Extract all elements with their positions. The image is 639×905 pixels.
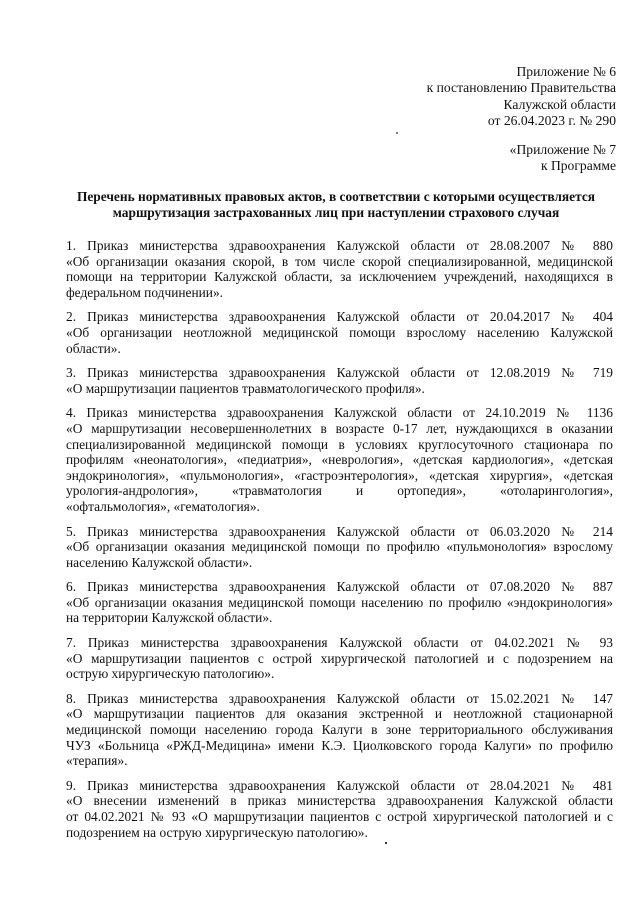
list-item-line: эндокринология», «пульмонология», «гастроэнтерология», «детская хирургия», «детская: [66, 467, 613, 483]
list-item-line: «О маршрутизации пациентов для оказания экстренной и неотложной стационарной: [66, 706, 613, 722]
list-item-line: «Об организации оказания скорой, в том числе скорой специализированной, медицинской: [66, 253, 613, 269]
list-item-line: «офтальмология», «гематология».: [66, 498, 260, 514]
list-item-line: 2. Приказ министерства здравоохранения Калужской области от 20.04.2017 № 404: [66, 309, 613, 325]
appendix-resolution: к постановлению Правительства: [426, 80, 616, 96]
list-item-line: «терапия».: [66, 753, 128, 769]
list-item-line: «О маршрутизации пациентов с острой хирургической патологией и с подозрением на: [66, 650, 613, 666]
acts-list: [66, 238, 613, 840]
scan-dot: [396, 132, 398, 134]
list-item-line: подозрением на острую хирургическую патологию».: [66, 824, 368, 840]
list-item-line: ЧУЗ «Больница «РЖД-Медицина» имени К.Э. Циолковского города Калуги» по профилю: [66, 737, 613, 753]
list-item: [66, 691, 613, 769]
list-item-line: профилям «неонатология», «педиатрия», «неврология», «детская кардиология», «детская: [66, 452, 613, 468]
list-item-line: «Об организации оказания медицинской помощи по профилю «пульмонология» взрослому: [66, 539, 613, 555]
list-item-line: 1. Приказ министерства здравоохранения Калужской области от 28.08.2007 № 880: [66, 238, 613, 253]
list-item-line: «О внесении изменений в приказ министерства здравоохранения Калужской области: [66, 793, 613, 809]
list-item-line: населению Калужской области».: [66, 554, 253, 570]
list-item-line: специализированной медицинской помощи в условиях круглосуточного стационара по: [66, 436, 613, 452]
list-item-line: острую хирургическую патологию».: [66, 666, 275, 682]
list-item-line: 4. Приказ министерства здравоохранения Калужской области от 24.10.2019 № 1136: [66, 405, 613, 421]
list-item: [66, 524, 613, 571]
list-item-line: «О маршрутизации пациентов травматологического профиля».: [66, 380, 425, 396]
list-item-line: на территории Калужской области».: [66, 610, 273, 626]
list-item-line: «О маршрутизации несовершеннолетних в возрасте 0-17 лет, нуждающихся в оказании: [66, 420, 613, 436]
scan-dot: [385, 842, 387, 844]
list-item-line: 6. Приказ министерства здравоохранения Калужской области от 07.08.2020 № 887: [66, 579, 613, 595]
list-item-line: от 04.02.2021 № 93 «О маршрутизации пациентов с острой хирургической патологией и с: [66, 809, 613, 824]
list-item: [66, 405, 613, 514]
list-item-line: помощи на территории Калужской области, за исключением учреждений, находящихся в: [66, 269, 613, 285]
list-item: [66, 309, 613, 356]
list-item-line: «Об организации оказания медицинской помощи населению по профилю «эндокринология»: [66, 594, 613, 610]
list-item-line: 9. Приказ министерства здравоохранения Калужской области от 28.04.2021 № 481: [66, 777, 613, 793]
list-item-line: «Об организации неотложной медицинской помощи взрослому населению Калужской: [66, 324, 613, 340]
program-appendix-number: «Приложение № 7: [509, 142, 616, 157]
list-item-line: 8. Приказ министерства здравоохранения Калужской области от 15.02.2021 № 147: [66, 690, 613, 706]
list-item-line: федеральном подчинении».: [66, 284, 224, 300]
list-item-line: 5. Приказ министерства здравоохранения Калужской области от 06.03.2020 № 214: [66, 523, 613, 539]
list-item-line: области».: [66, 340, 121, 356]
program-appendix-header: [316, 142, 616, 175]
document-title: [58, 189, 614, 222]
appendix-region: Калужской области: [503, 96, 616, 112]
list-item-line: медицинской помощи населению города Калуги в зоне территориального обслуживания: [66, 722, 613, 738]
program-appendix-ref: к Программе: [540, 158, 616, 174]
document-title-line: маршрутизация застрахованных лиц при наступлении страхового случая: [112, 205, 560, 221]
list-item: [66, 778, 613, 840]
appendix-number: Приложение № 6: [516, 64, 616, 79]
list-item: [66, 579, 613, 626]
list-item: [66, 635, 613, 682]
appendix-date: от 26.04.2023 г. № 290: [487, 112, 616, 128]
list-item-line: урология-андрология», «травматология и ортопедия», «отоларингология»,: [66, 483, 613, 499]
appendix-header: [316, 64, 616, 129]
list-item-line: 3. Приказ министерства здравоохранения Калужской области от 12.08.2019 № 719: [66, 365, 613, 381]
list-item: [66, 238, 613, 300]
document-title-line: Перечень нормативных правовых актов, в соответствии с которыми осуществляется: [76, 189, 596, 204]
list-item-line: 7. Приказ министерства здравоохранения Калужской области от 04.02.2021 № 93: [66, 635, 613, 651]
list-item: [66, 365, 613, 396]
